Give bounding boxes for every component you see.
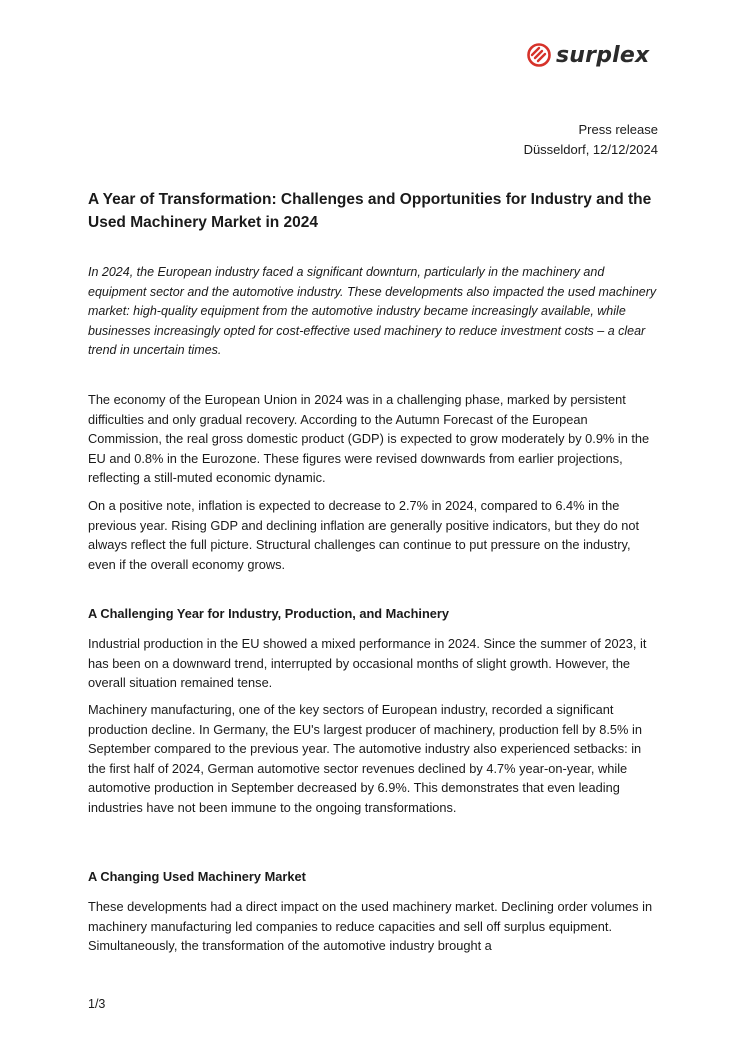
press-meta xyxy=(524,120,658,160)
body-paragraph: These developments had a direct impact on the used machinery market. Declining order volumes in machinery manufacturing led companies to reduce capacities and sell off surplus equipment. Simultaneously, the transformation of the automotive industry brought a xyxy=(88,899,653,953)
section-heading: A Changing Used Machinery Market xyxy=(88,869,306,884)
body-paragraph: Machinery manufacturing, one of the key sectors of European industry, recorded a significant production decline. In Germany, the EU's largest producer of machinery, production fell by 8.5% in September compared to the previous year. The automotive industry also experienced setbacks: in the first half of 2024, German automotive sector revenues declined by 4.7% year-on-year, while automotive production in September decreased by 6.9%. This demonstrates that even leading industries have not been immune to the ongoing transformations. xyxy=(88,702,642,815)
section-heading: A Challenging Year for Industry, Production, and Machinery xyxy=(88,606,449,621)
body-paragraph: Industrial production in the EU showed a mixed performance in 2024. Since the summer of 2023, it has been on a downward trend, interrupted by occasional months of slight growth. However, the overall situation remained tense. xyxy=(88,636,647,690)
release-type: Press release xyxy=(578,122,658,137)
surplex-logo xyxy=(526,42,649,68)
logo-wordmark: surplex xyxy=(556,42,650,68)
body-paragraph: The economy of the European Union in 2024 was in a challenging phase, marked by persistent difficulties and only gradual recovery. According to the Autumn Forecast of the European Commission, the real gross domestic product (GDP) is expected to grow moderately by 0.9% in the EU and 0.8% in the Eurozone. These figures were revised downwards from earlier projections, reflecting a still-muted economic dynamic. xyxy=(88,392,650,485)
page-title: A Year of Transformation: Challenges and Opportunities for Industry and the Used Machinery Market in 2024 xyxy=(88,191,652,231)
surplex-logo-icon xyxy=(526,42,552,68)
page-number: 1/3 xyxy=(88,997,106,1011)
body-paragraph: On a positive note, inflation is expected to decrease to 2.7% in 2024, compared to 6.4% in the previous year. Rising GDP and declining inflation are generally positive indicators, but they do not always reflect the full picture. Structural challenges can continue to put pressure on the industry, even if the overall economy grows. xyxy=(88,498,640,572)
lead-paragraph: In 2024, the European industry faced a significant downturn, particularly in the machinery and equipment sector and the automotive industry. These developments also impacted the used machinery market: high-quality equipment from the automotive industry became increasingly available, while businesses increasingly opted for cost-effective used machinery to reduce investment costs – a clear trend in uncertain times. xyxy=(88,265,657,357)
place-date: Düsseldorf, 12/12/2024 xyxy=(523,142,658,157)
